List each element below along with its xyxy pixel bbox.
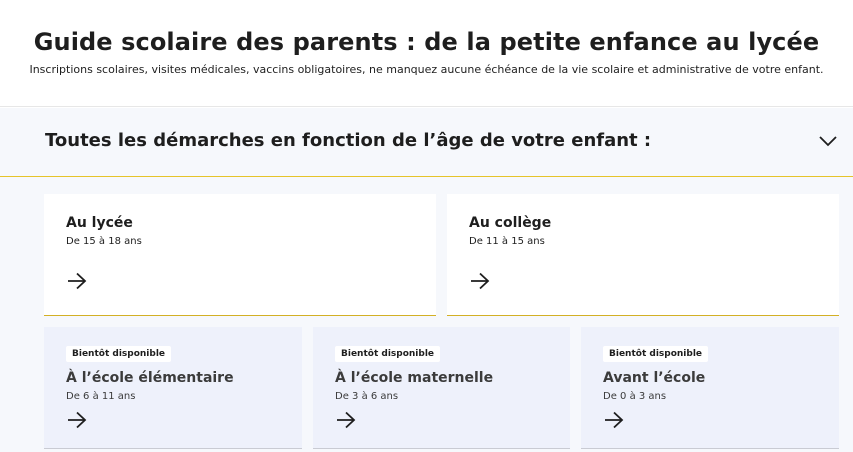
card-title: À l’école maternelle xyxy=(335,370,494,386)
card-ecole-maternelle[interactable] xyxy=(313,327,570,449)
chevron-down-icon xyxy=(819,134,837,148)
page-header xyxy=(0,0,853,107)
card-college[interactable] xyxy=(447,194,839,316)
card-title: À l’école élémentaire xyxy=(66,370,234,386)
page-title: Guide scolaire des parents : de la petite enfance au lycée xyxy=(33,28,820,56)
age-accordion-toggle[interactable] xyxy=(0,108,853,177)
card-age-range: De 15 à 18 ans xyxy=(66,236,142,247)
coming-soon-badge: Bientôt disponible xyxy=(66,346,171,362)
card-title: Au lycée xyxy=(66,215,133,231)
accordion-title: Toutes les démarches en fonction de l’âge de votre enfant : xyxy=(45,130,652,151)
card-age-range: De 11 à 15 ans xyxy=(469,236,545,247)
page-subtitle: Inscriptions scolaires, visites médicales, vaccins obligatoires, ne manquez aucune échéance de la vie scolaire et administrative de votre enfant. xyxy=(29,63,824,76)
age-steps-section xyxy=(0,108,853,452)
arrow-right-icon[interactable] xyxy=(335,411,357,429)
card-age-range: De 0 à 3 ans xyxy=(603,391,667,402)
arrow-right-icon[interactable] xyxy=(66,411,88,429)
coming-soon-badge: Bientôt disponible xyxy=(335,346,440,362)
card-ecole-elementaire[interactable] xyxy=(44,327,302,449)
card-lycee[interactable] xyxy=(44,194,436,316)
coming-soon-badge: Bientôt disponible xyxy=(603,346,708,362)
arrow-right-icon[interactable] xyxy=(469,272,491,290)
arrow-right-icon[interactable] xyxy=(66,272,88,290)
card-age-range: De 3 à 6 ans xyxy=(335,391,399,402)
card-title: Avant l’école xyxy=(603,370,706,386)
card-avant-ecole[interactable] xyxy=(581,327,839,449)
card-title: Au collège xyxy=(469,215,552,231)
card-age-range: De 6 à 11 ans xyxy=(66,391,136,402)
arrow-right-icon[interactable] xyxy=(603,411,625,429)
